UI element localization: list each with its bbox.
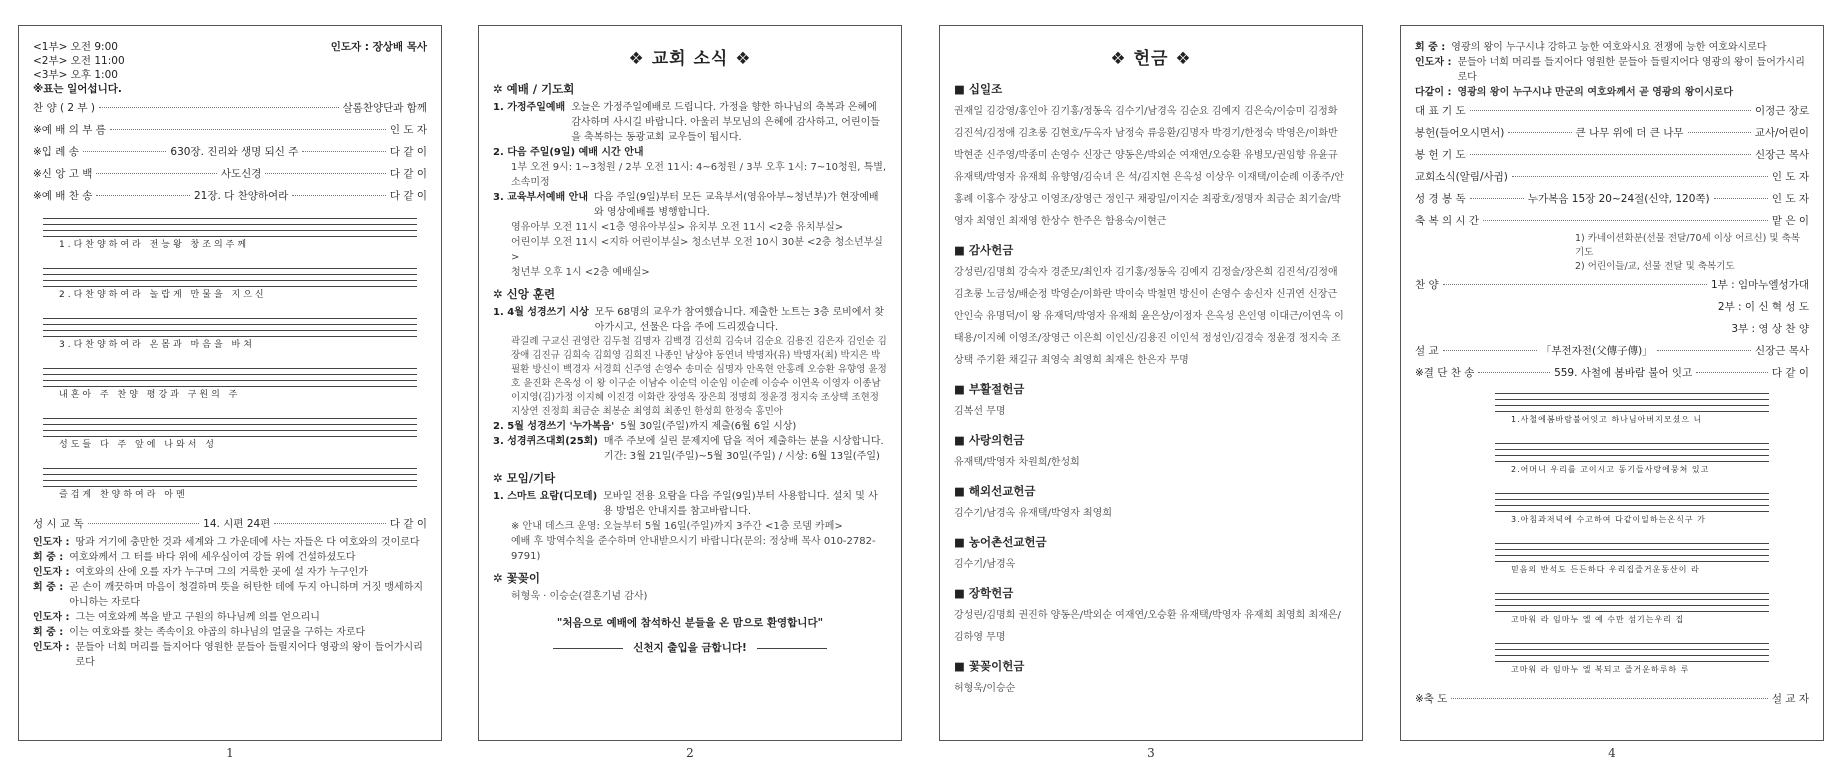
order-row: 교회소식(알림/사귐) 인 도 자 bbox=[1415, 171, 1809, 183]
offering-names: 강성린/김명희 권진하 양동은/박외순 여재연/오승환 유재택/박영자 유재희 최영희 최재은/김하영 무명 bbox=[954, 610, 1341, 643]
footer-notice bbox=[493, 641, 887, 656]
praise-item: 1부 : 임마누엘성가대 bbox=[1710, 279, 1809, 291]
praise-block: 찬 양 1부 : 임마누엘성가대 2부 : 이 신 혁 성 도 3부 : 영 상 찬 양 bbox=[1415, 274, 1809, 340]
worship-order bbox=[1415, 100, 1809, 232]
reading-line: 회 중 : 영광의 왕이 누구시냐 강하고 능한 여호와시요 전쟁에 능한 여호와시로다 bbox=[1415, 42, 1767, 53]
page-number: 3 bbox=[1147, 746, 1155, 760]
bless-note: 1) 카네이션화분(선물 전달/70세 이상 어르신) 및 축복기도 bbox=[1575, 233, 1800, 258]
offering-heading: ■ 십일조 bbox=[954, 82, 1003, 96]
reading-line: 인도자 : 문들아 너희 머리를 들지어다 영원한 문들아 들릴지어다 영광의 왕이 들어가시리로다 bbox=[33, 642, 423, 668]
section-heading: ✲ 모임/기타 bbox=[493, 471, 556, 485]
page-title: ❖ 교회 소식 ❖ bbox=[628, 49, 752, 69]
news-item: 1. 가정주일예배 오늘은 가정주일예배로 드립니다. 가정을 향한 하나님의 축복과 은혜에 감사하며 사시길 바랍니다. 아울러 부모님의 은혜에 감사하고, 어린이들을 축복하는 동광교회 교우들이 됩시다. bbox=[493, 102, 880, 143]
flower-donor: 허형욱 · 이승순(결혼기념 감사) bbox=[511, 591, 648, 602]
service-time: <2부> 오전 11:00 bbox=[33, 55, 125, 67]
staff: 1.사철에봄바람불어잇고 하나님아버지모셨으 니 bbox=[1495, 388, 1769, 432]
news-detail: ※ 안내 데스크 운영: 오늘부터 5월 16일(주일)까지 3주간 <1층 로뎀 카페> bbox=[511, 521, 843, 532]
staff: 믿음의 반석도 든든하다 우리집즐거운동산이 라 bbox=[1495, 538, 1769, 582]
offering-heading: ■ 해외선교헌금 bbox=[954, 484, 1036, 498]
news-detail: 영유아부 오전 11시 <1층 영유아부실> 유치부 오전 11시 <2층 유치부실> bbox=[511, 222, 844, 233]
news-detail: 예배 후 방역수칙을 준수하며 안내받으시기 바랍니다(문의: 정상배 목사 010-2782-9791) bbox=[511, 536, 876, 562]
news-detail: 청년부 오후 1시 <2층 예배실> bbox=[511, 267, 650, 278]
reading-line: 회 중 : 곧 손이 깨끗하며 마음이 청결하며 뜻을 허탄한 데에 두지 아니하며 거짓 맹세하지 아니하는 자로다 bbox=[33, 582, 424, 608]
offering-names: 강성린/김명희 강숙자 경준모/최인자 김기홍/정동옥 김예지 김정술/장은희 김진석/김정애 김초롱 노금성/배순정 박영순/이화란 박이숙 박철면 방신이 손영수 송신자 신귀연 신장근 안인숙 유명덕/이 왕 유재덕/박영자 유재희 윤은상/이정자 은옥성 은인영 이대근/이연옥 이태용/이지혜 이영조/장영근 이은희 이인신/김용진 이인석 정성인/김경숙 정윤경 정지숙 조상택 주기환 채길규 최영숙 최영희 최재은 한은자 무명 bbox=[954, 267, 1344, 366]
news-detail: 1부 오전 9시: 1~3청원 / 2부 오전 11시: 4~6청원 / 3부 오후 1시: 7~10청원, 특별, 소속미정 bbox=[511, 162, 887, 188]
staff: 1.다찬양하여라 전능왕 창조의주께 bbox=[43, 213, 417, 257]
news-list bbox=[493, 489, 887, 564]
reading-line: 인도자 : 그는 여호와께 복을 받고 구원의 하나님께 의를 얻으리니 bbox=[33, 612, 320, 623]
offering-heading: ■ 꽃꽂이헌금 bbox=[954, 659, 1025, 673]
order-row: ※신 앙 고 백 사도신경 다 같 이 bbox=[33, 168, 428, 180]
offering-heading: ■ 농어촌선교헌금 bbox=[954, 535, 1047, 549]
staff: 고마워 라 임마누 엘 예 수만 섬기는우리 집 bbox=[1495, 588, 1769, 632]
offering-names: 김수기/남경옥 유재택/박영자 최영희 bbox=[954, 508, 1112, 519]
news-item: 2. 5월 성경쓰기 '누가복음' 5월 30일(주일)까지 제출(6월 6일 시상) bbox=[493, 421, 797, 432]
news-item: 2. 다음 주일(9일) 예배 시간 안내 bbox=[493, 147, 644, 158]
hymn-score bbox=[1495, 388, 1769, 682]
staff: 3.아침과저녁에 수고하여 다같이일하는온식구 가 bbox=[1495, 488, 1769, 532]
bless-note: 2) 어린이들/교, 선물 전달 및 축복기도 bbox=[1575, 261, 1735, 272]
page-number: 2 bbox=[686, 746, 694, 760]
news-item: 1. 4월 성경쓰기 시상 모두 68명의 교우가 참여했습니다. 제출한 노트는 3층 로비에서 찾아가시고, 선물은 다음 주에 드리겠습니다. bbox=[493, 307, 884, 333]
page-title: ❖ 헌금 ❖ bbox=[1110, 49, 1192, 69]
page-number: 1 bbox=[226, 746, 234, 760]
offering-heading: ■ 사랑의헌금 bbox=[954, 433, 1025, 447]
service-time: <1부> 오전 9:00 bbox=[33, 41, 118, 53]
reading-row: 성 시 교 독 14. 시편 24편 다 같 이 bbox=[33, 518, 427, 530]
order-row: 봉 헌 기 도 신장근 목사 bbox=[1415, 149, 1809, 161]
service-time: <3부> 오후 1:00 bbox=[33, 69, 118, 81]
order-row: 대 표 기 도 이정근 장로 bbox=[1415, 105, 1809, 117]
offering-heading: ■ 감사헌금 bbox=[954, 243, 1014, 257]
order-row: ※예 배 찬 송 21장. 다 찬양하여라 다 같 이 bbox=[33, 190, 427, 202]
staff: 내혼아 주 찬양 평강과 구원의 주 bbox=[43, 363, 417, 407]
news-list bbox=[493, 100, 887, 280]
reading-line: 회 중 : 여호와께서 그 터를 바다 위에 세우심이여 강들 위에 건설하셨도다 bbox=[33, 552, 356, 563]
stand-note: ※표는 일어섭니다. bbox=[33, 83, 122, 95]
praise-item: 3부 : 영 상 찬 양 bbox=[1731, 323, 1809, 335]
offering-names: 권재일 김강영/홍인아 김기홍/정동옥 김수기/남경옥 김순요 김예지 김은숙/이승미 김정화 김진석/김정애 김초롱 김현호/두옥자 남정숙 류응환/김명자 박경기/한정숙 박영은/이화반 박현준 신주영/박종미 손영수 신장근 양동은/박외순 여재연/오승환 유병모/권임향 유윤규 유재택/박영자 유재희 유향영/김숙녀 은 석/김지현 은옥성 이상우 이재택/이순례 이종주/안홍례 이홍수 장상고 이영조/장영근 정인구 채광일/이지순 최광호/정명자 최금순 최기술/박영자 최영인 최재영 한상수 한주은 함용숙/이현근 bbox=[954, 106, 1345, 227]
offering-names: 김수기/남경옥 bbox=[954, 559, 1016, 570]
reading-line: 인도자 : 땅과 거기에 충만한 것과 세계와 그 가운데에 사는 자들은 다 여호와의 것이로다 bbox=[33, 537, 420, 548]
bulletin-page-3 bbox=[939, 25, 1363, 741]
bulletin-page-1 bbox=[18, 25, 442, 741]
benediction-row: ※축 도 설 교 자 bbox=[1415, 693, 1809, 705]
bulletin-page-4 bbox=[1400, 25, 1824, 741]
service-times bbox=[33, 40, 125, 82]
news-detail: 어린이부 오전 11시 <지하 어린이부실> 청소년부 오전 10시 30분 <2층 청소년부실> bbox=[511, 237, 883, 263]
staff: 성도들 다 주 앞에 나와서 성 bbox=[43, 413, 417, 457]
news-item: 3. 교육부서예배 안내 다음 주일(9일)부터 모든 교육부서(영유아부~청년부)가 현장예배와 영상예배를 병행합니다. bbox=[493, 192, 879, 218]
section-heading: ✲ 꽃꽂이 bbox=[493, 571, 540, 585]
hymn-score bbox=[43, 213, 417, 507]
offering-names: 허형욱/이승순 bbox=[954, 683, 1016, 694]
order-row: ※예 배 의 부 름 인 도 자 bbox=[33, 124, 427, 136]
responsive-reading bbox=[33, 535, 427, 670]
staff: 3.다찬양하여라 온몸과 마음을 바쳐 bbox=[43, 313, 417, 357]
order-row: 성 경 봉 독 누가복음 15장 20~24절(신약, 120쪽) 인 도 자 bbox=[1415, 193, 1809, 205]
worship-order bbox=[33, 97, 427, 207]
page-number: 4 bbox=[1608, 746, 1616, 760]
reading-line: 회 중 : 이는 여호와를 찾는 족속이요 야곱의 하나님의 얼굴을 구하는 자로다 bbox=[33, 627, 366, 638]
order-row: 축 복 의 시 간 맡 은 이 bbox=[1415, 215, 1809, 227]
bulletin-page-2 bbox=[478, 25, 902, 741]
news-list bbox=[493, 305, 887, 464]
sermon-row: 설 교 「부전자전(父傳子傳)」 신장근 목사 bbox=[1415, 345, 1810, 357]
reading-line: 다같이 : 영광의 왕이 누구시냐 만군의 여호와께서 곧 영광의 왕이시로다 bbox=[1415, 87, 1733, 98]
news-detail: 곽길례 구교신 권영란 김두철 김명자 김백경 김선희 김숙녀 김순요 김용진 김은자 김인순 김장애 김진규 김희숙 김희영 김희진 나종인 남상야 동연녀 박명자(유) 박명자(최) 박지은 박필환 방신이 백경자 서경희 신주영 손영수 송미순 심명자 안옥현 안홍례 오승환 유향영 윤정호 윤진화 은옥성 이 왕 이구순 이남수 이순덕 이순임 이순례 이승수 이연옥 이영자 이종남 이지영(김)가정 이지혜 이진경 이화란 장영옥 장은희 정명희 정윤경 정지숙 조상택 조현정 지상연 진정희 최금순 최봉순 최영희 최종인 한성희 한정숙 홍민아 bbox=[511, 336, 887, 417]
responsive-reading-cont bbox=[1415, 40, 1809, 100]
order-row: 찬 양 ( 2 부 ) 살롬찬양단과 함께 bbox=[33, 102, 427, 114]
section-heading: ✲ 신앙 훈련 bbox=[493, 287, 556, 301]
news-item: 3. 성경퀴즈대회(25회) 매주 주보에 실린 문제지에 답을 적어 제출하는 분을 시상합니다. 기간: 3월 21일(주일)~5월 30일(주일) / 시상: 6월 13일(주일) bbox=[493, 436, 884, 462]
offering-names: 김복선 무명 bbox=[954, 406, 1006, 417]
order-row: 봉헌(들어오시면서) 큰 나무 위에 더 큰 나무 교사/어린이 bbox=[1415, 127, 1809, 139]
offering-heading: ■ 장학헌금 bbox=[954, 586, 1014, 600]
offering-heading: ■ 부활절헌금 bbox=[954, 382, 1025, 396]
staff: 2.다찬양하여라 놀랍게 만물을 지으신 bbox=[43, 263, 417, 307]
leader-name: 인도자 : 장상배 목사 bbox=[330, 41, 427, 53]
staff: 고마워 라 임마누 엘 복되고 즐거운하루하 루 bbox=[1495, 638, 1769, 682]
offering-list bbox=[954, 81, 1348, 700]
section-heading: ✲ 예배 / 기도회 bbox=[493, 82, 575, 96]
reading-line: 인도자 : 문들아 너희 머리를 들지어다 영원한 문들아 들릴지어다 영광의 왕이 들어가시리로다 bbox=[1415, 57, 1805, 83]
reading-line: 인도자 : 여호와의 산에 오를 자가 누구며 그의 거룩한 곳에 설 자가 누구인가 bbox=[33, 567, 369, 578]
decision-hymn-row: ※결 단 찬 송 559. 사철에 봄바람 불어 잇고 다 같 이 bbox=[1415, 367, 1810, 379]
footer-text: 신천지 출입을 금합니다! bbox=[633, 642, 747, 654]
praise-item: 2부 : 이 신 혁 성 도 bbox=[1717, 301, 1809, 313]
welcome-message: "처음으로 예배에 참석하신 분들을 온 맘으로 환영합니다" bbox=[556, 617, 824, 629]
order-row: ※입 례 송 630장. 진리와 생명 되신 주 다 같 이 bbox=[33, 146, 428, 158]
staff: 2.어머니 우리를 고이시고 동기들사랑에뭉쳐 있고 bbox=[1495, 438, 1769, 482]
news-item: 1. 스마트 요람(디모데) 모바일 전용 요람을 다음 주일(9일)부터 사용합니다. 설치 및 사용 방법은 안내지를 참고바랍니다. bbox=[493, 491, 878, 517]
offering-names: 유재택/박영자 차원희/한성희 bbox=[954, 457, 1080, 468]
staff: 즐겁게 찬양하여라 아멘 bbox=[43, 463, 417, 507]
